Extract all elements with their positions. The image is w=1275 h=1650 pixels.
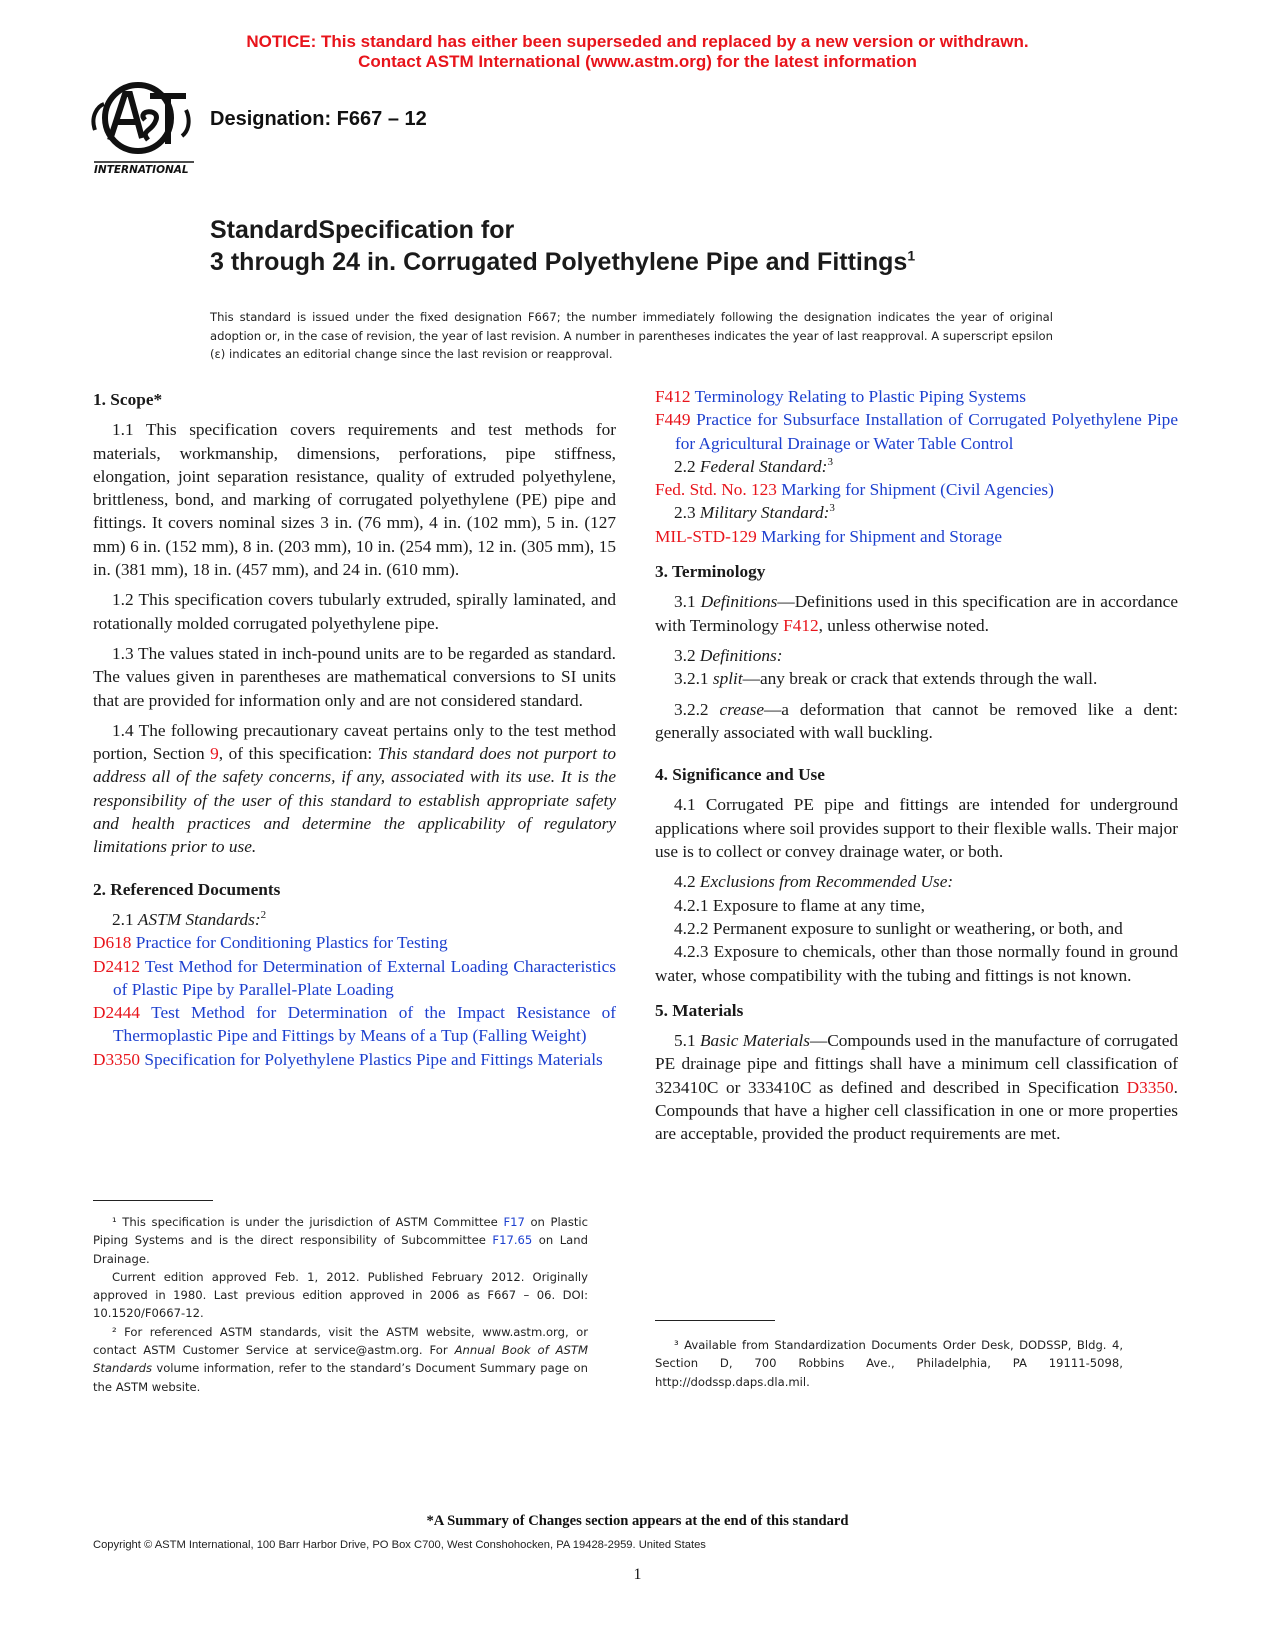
ref-code[interactable]: D618 (93, 933, 132, 953)
terminology-heading: 3. Terminology (655, 562, 766, 582)
ref-d618[interactable] (93, 931, 616, 954)
document-title (210, 214, 915, 278)
astm-logo (90, 80, 200, 176)
ref-f412[interactable] (655, 385, 1178, 408)
ref-code[interactable]: D3350 (93, 1049, 141, 1069)
para-3-2-2-text: —a deformation that cannot be removed like a dent: generally associated with wall buckling. (655, 699, 1178, 742)
astm-standards-title: ASTM Standards: (137, 909, 261, 929)
footnotes-right (655, 1336, 1123, 1391)
ref-d2444[interactable] (93, 1001, 616, 1048)
ref-title[interactable]: Marking for Shipment and Storage (761, 526, 1003, 546)
logo-word: INTERNATIONAL (94, 164, 189, 176)
para-4-1: 4.1 Corrugated PE pipe and fittings are intended for underground applications where soil provides support to their flexible walls. Their major use is to collect or convey drainage water, or both. (655, 795, 1178, 862)
footnote-1-edition: Current edition approved Feb. 1, 2012. Published February 2012. Originally approved in 1980. Last previous edition approved in 2006 as F667 – 06. DOI: 10.1520/F0667-12. (93, 1269, 588, 1321)
military-footnote-ref[interactable]: 3 (829, 502, 835, 515)
para-4-2 (655, 870, 1178, 893)
para-1-4 (93, 719, 616, 859)
footnotes-left (93, 1213, 588, 1396)
designation: Designation: F667 – 12 (210, 108, 427, 130)
footnote-divider-right (655, 1320, 775, 1321)
para-3-1 (655, 590, 1178, 637)
footnote-divider (93, 1200, 213, 1201)
para-3-1-term: Definitions (700, 592, 778, 612)
para-3-2-1-text: —any break or crack that extends through the wall. (742, 669, 1098, 689)
para-3-1-text: —Definitions used in this specification are in accordance with Terminology (655, 592, 1178, 635)
para-3-2-1 (655, 667, 1178, 690)
ref-mil-std-129[interactable] (655, 525, 1178, 548)
para-4-2-1: 4.2.1 Exposure to flame at any time, (674, 895, 925, 915)
ref-title[interactable]: Practice for Subsurface Installation of Corrugated Polyethylene Pipe for Agricultural Drainage or Water Table Control (675, 410, 1178, 453)
ref-d3350[interactable] (93, 1048, 616, 1071)
astm-logo-mark (90, 80, 200, 176)
para-3-1-text-b: , unless otherwise noted. (818, 615, 990, 635)
copyright-line: Copyright © ASTM International, 100 Barr Harbor Drive, PO Box C700, West Conshohocken, PA 19428-2959. United States (93, 1539, 706, 1551)
ref-code[interactable]: D2412 (93, 956, 141, 976)
para-3-2-1-num: 3.2.1 (674, 669, 713, 689)
footnote-1 (93, 1213, 588, 1268)
para-4-2-2: 4.2.2 Permanent exposure to sunlight or weathering, or both, and (674, 918, 1123, 938)
refdocs-heading: 2. Referenced Documents (93, 879, 281, 899)
section-9-link[interactable]: 9 (210, 744, 219, 764)
para-3-2 (655, 644, 1178, 667)
para-1-1: 1.1 This specification covers requirements and test methods for materials, workmanship, dimensions, perforations, pipe stiffness, elongation, joint separation resistance, quality of extruded polyethylene, brittleness, bond, and marking of corrugated polyethylene (PE) pipe and fittings. It covers nominal sizes 3 in. (76 mm), 4 in. (102 mm), 5 in. (127 mm) 6 in. (152 mm), 8 in. (203 mm), 10 in. (254 mm), 12 in. (305 mm), 15 in. (381 mm), 18 in. (457 mm), and 24 in. (610 mm). (93, 420, 616, 580)
federal-footnote-ref[interactable]: 3 (827, 456, 833, 469)
left-column (93, 388, 616, 1071)
footnote-2-italic: Annual Book of ASTM Standards (93, 1343, 588, 1376)
ref-fed-std-123[interactable] (655, 478, 1178, 501)
footnote-1-text-c: on Land Drainage. (93, 1233, 588, 1266)
para-5-1-text: —Compounds used in the manufacture of corrugated PE drainage pipe and fittings shall have a minimum cell classification of 323410C or 333410C as defined and described in Specification (655, 1031, 1179, 1097)
right-column (655, 385, 1178, 1153)
military-standard-num: 2.3 (674, 503, 700, 523)
withdrawal-notice (0, 32, 1275, 72)
f412-link[interactable]: F412 (783, 615, 819, 635)
ref-title[interactable]: Test Method for Determination of External Loading Characteristics of Plastic Pipe by Parallel-Plate Loading (113, 956, 617, 999)
para-3-2-2-num: 3.2.2 (674, 699, 720, 719)
ref-d2412[interactable] (93, 955, 616, 1002)
para-4-2-3: 4.2.3 Exposure to chemicals, other than those normally found in ground water, whose compatibility with the tubing and fittings is not known. (655, 942, 1178, 985)
federal-standard-label (655, 455, 1178, 478)
para-1-4-text: 1.4 The following precautionary caveat pertains only to the test method portion, Section (93, 720, 616, 764)
para-5-1 (655, 1029, 1178, 1145)
term-crease: crease (719, 699, 764, 719)
title-footnote-ref[interactable]: 1 (907, 247, 916, 264)
title-line-2 (210, 246, 915, 278)
ref-code[interactable]: MIL-STD-129 (655, 526, 757, 546)
ref-title[interactable]: Specification for Polyethylene Plastics Pipe and Fittings Materials (144, 1049, 603, 1069)
subcommittee-f17-65-link[interactable]: F17.65 (492, 1233, 533, 1248)
para-4-2-num: 4.2 (674, 872, 700, 892)
astm-standards-num: 2.1 (112, 909, 138, 929)
astm-standards-label (93, 908, 616, 931)
page-number: 1 (633, 1566, 642, 1583)
term-split: split (712, 669, 743, 689)
title-line-1: StandardSpecification for (210, 216, 515, 244)
significance-heading: 4. Significance and Use (655, 765, 825, 785)
scope-heading: 1. Scope* (93, 390, 163, 409)
ref-title[interactable]: Practice for Conditioning Plastics for Testing (135, 933, 448, 953)
title-line-2-text: 3 through 24 in. Corrugated Polyethylene Pipe and Fittings (210, 248, 908, 276)
footnote-2 (93, 1323, 588, 1396)
notice-line-1: NOTICE: This standard has either been superseded and replaced by a new version or withdrawn. (246, 32, 1029, 51)
para-3-1-num: 3.1 (674, 592, 701, 612)
military-standard-title: Military Standard: (699, 503, 830, 523)
para-3-2-num: 3.2 (674, 645, 700, 665)
safety-caveat: This standard does not purport to address all of the safety concerns, if any, associated with its use. It is the responsibility of the user of this standard to establish appropriate safety and health practices and determine the applicability of regulatory limitations prior to use. (93, 744, 616, 857)
committee-f17-link[interactable]: F17 (503, 1215, 525, 1229)
ref-code[interactable]: F449 (655, 410, 691, 430)
ref-code[interactable]: Fed. Std. No. 123 (655, 480, 777, 500)
summary-of-changes-note: *A Summary of Changes section appears at the end of this standard (426, 1513, 849, 1529)
para-5-1-num: 5.1 (674, 1031, 700, 1051)
materials-heading: 5. Materials (655, 1000, 744, 1020)
para-5-1-text-b: . Compounds that have a higher cell classification in one or more properties are acceptable, provided the product requirements are met. (655, 1077, 1178, 1144)
footnote-2-text-b: volume information, refer to the standard’s Document Summary page on the ASTM website. (93, 1361, 588, 1394)
notice-line-2: Contact ASTM International (www.astm.org) for the latest information (358, 52, 917, 71)
ref-title[interactable]: Terminology Relating to Plastic Piping Systems (694, 387, 1027, 406)
footnote-2-text: ² For referenced ASTM standards, visit the ASTM website, www.astm.org, or contact ASTM Customer Service at service@astm.org. For (93, 1324, 588, 1358)
footnote-1-text: ¹ This specification is under the jurisdiction of ASTM Committee (112, 1215, 504, 1229)
para-1-2: 1.2 This specification covers tubularly extruded, spirally laminated, and rotationally molded corrugated polyethylene pipe. (93, 590, 616, 633)
federal-standard-title: Federal Standard: (699, 456, 828, 476)
footnote-3: ³ Available from Standardization Documents Order Desk, DODSSP, Bldg. 4, Section D, 700 Robbins Ave., Philadelphia, PA 19111-5098, http://dodssp.daps.dla.mil. (655, 1338, 1123, 1389)
para-5-1-term: Basic Materials (700, 1031, 810, 1051)
ref-title[interactable]: Test Method for Determination of the Impact Resistance of Thermoplastic Pipe and Fittings by Means of a Tup (Falling Weight) (113, 1003, 616, 1046)
ref-code[interactable]: D2444 (93, 1003, 141, 1023)
para-3-2-2 (655, 698, 1178, 745)
para-1-4-text-b: , of this specification: (218, 744, 378, 764)
ref-f449[interactable] (655, 408, 1178, 455)
ref-code[interactable]: F412 (655, 387, 691, 406)
military-standard-label (655, 501, 1178, 524)
astm-standards-footnote-ref[interactable]: 2 (260, 909, 267, 922)
federal-standard-num: 2.2 (674, 456, 700, 476)
para-1-3: 1.3 The values stated in inch-pound units are to be regarded as standard. The values given in parentheses are mathematical conversions to SI units that are provided for information only and are not considered standard. (93, 643, 616, 710)
ref-title[interactable]: Marking for Shipment (Civil Agencies) (781, 480, 1054, 500)
para-4-2-label: Exclusions from Recommended Use: (699, 872, 954, 892)
footnote-1-text-b: on Plastic Piping Systems and is the direct responsibility of Subcommittee (93, 1215, 589, 1248)
para-3-2-label: Definitions: (699, 645, 783, 665)
d3350-link[interactable]: D3350 (1126, 1077, 1174, 1097)
issuance-note: This standard is issued under the fixed designation F667; the number immediately following the designation indicates the year of original adoption or, in the case of revision, the year of last revision. A number in parentheses indicates the year of last reapproval. A superscript epsilon (ε) indicates an editorial change since the last revision or reapproval. (210, 310, 1053, 361)
